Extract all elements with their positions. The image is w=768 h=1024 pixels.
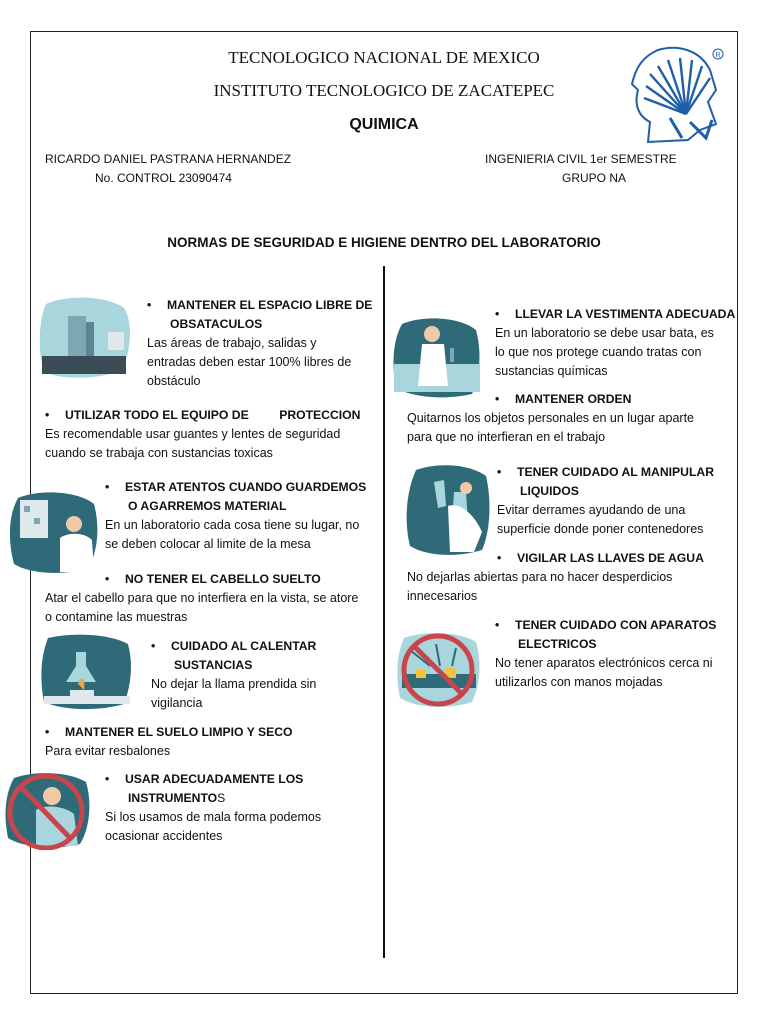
lab-bench-icon bbox=[38, 294, 132, 380]
lab-coat-scientist-icon bbox=[392, 314, 482, 400]
rule-water-taps: • VIGILAR LAS LLAVES DE AGUA No dejarlas abiertas para no hacer desperdicios innecesarios bbox=[407, 551, 704, 603]
burner-flask-icon bbox=[40, 632, 134, 712]
student-name: RICARDO DANIEL PASTRANA HERNANDEZ bbox=[45, 152, 292, 166]
rule-clear-space: • MANTENER EL ESPACIO LIBRE DE OBSATACULOS Las áreas de trabajo, salidas y entradas deben estar 100% libres de obstáculo bbox=[147, 298, 373, 388]
pouring-liquid-icon bbox=[404, 462, 492, 558]
rule-electrical: • TENER CUIDADO CON APARATOS ELECTRICOS No tener aparatos electrónicos cerca ni utilizarlos con manos mojadas bbox=[495, 618, 717, 689]
scientist-shelf-icon bbox=[8, 486, 100, 576]
prohibited-microscope-icon bbox=[4, 770, 92, 850]
rule-heating: • CUIDADO AL CALENTAR SUSTANCIAS No dejar la llama prendida sin vigilancia bbox=[151, 639, 317, 710]
institution-logo bbox=[630, 44, 726, 144]
rule-clean-floor: • MANTENER EL SUELO LIMPIO Y SECO Para evitar resbalones bbox=[45, 725, 293, 758]
rule-protection-equipment: • UTILIZAR TODO EL EQUIPO DE PROTECCION Es recomendable usar guantes y lentes de seguridad cuando se trabaja con sustancias toxicas bbox=[45, 408, 361, 460]
document-title: NORMAS DE SEGURIDAD E HIGIENE DENTRO DEL LABORATORIO bbox=[167, 235, 601, 250]
rule-liquids: • TENER CUIDADO AL MANIPULAR LIQUIDOS Evitar derrames ayudando de una superficie donde poner contenedores bbox=[497, 465, 715, 536]
group: GRUPO NA bbox=[562, 171, 627, 185]
prohibited-electrical-icon bbox=[396, 630, 482, 710]
institution-name: TECNOLOGICO NACIONAL DE MEXICO bbox=[228, 48, 540, 67]
column-divider bbox=[383, 266, 385, 958]
subject-title: QUIMICA bbox=[349, 116, 419, 133]
career: INGENIERIA CIVIL 1er SEMESTRE bbox=[485, 152, 677, 166]
control-number: No. CONTROL 23090474 bbox=[95, 171, 232, 185]
rule-hair: • NO TENER EL CABELLO SUELTO Atar el cabello para que no interfiera en la vista, se atore o contamine las muestras bbox=[45, 572, 359, 624]
rule-store-material: • ESTAR ATENTOS CUANDO GUARDEMOS O AGARREMOS MATERIAL En un laboratorio cada cosa tiene su lugar, no se deben colocar al limite de la mesa bbox=[105, 480, 367, 551]
rule-order: • MANTENER ORDEN Quitarnos los objetos personales en un lugar aparte para que no interfieran en el trabajo bbox=[407, 392, 694, 444]
registered-mark: R bbox=[715, 52, 721, 59]
campus-name: INSTITUTO TECNOLOGICO DE ZACATEPEC bbox=[213, 81, 555, 100]
rule-clothing: • LLEVAR LA VESTIMENTA ADECUADA En un laboratorio se debe usar bata, es lo que nos protege cuando tratas con sustancias químicas bbox=[495, 307, 736, 378]
rule-instruments: • USAR ADECUADAMENTE LOS INSTRUMENTOS Si los usamos de mala forma podemos ocasionar accidentes bbox=[105, 772, 322, 843]
